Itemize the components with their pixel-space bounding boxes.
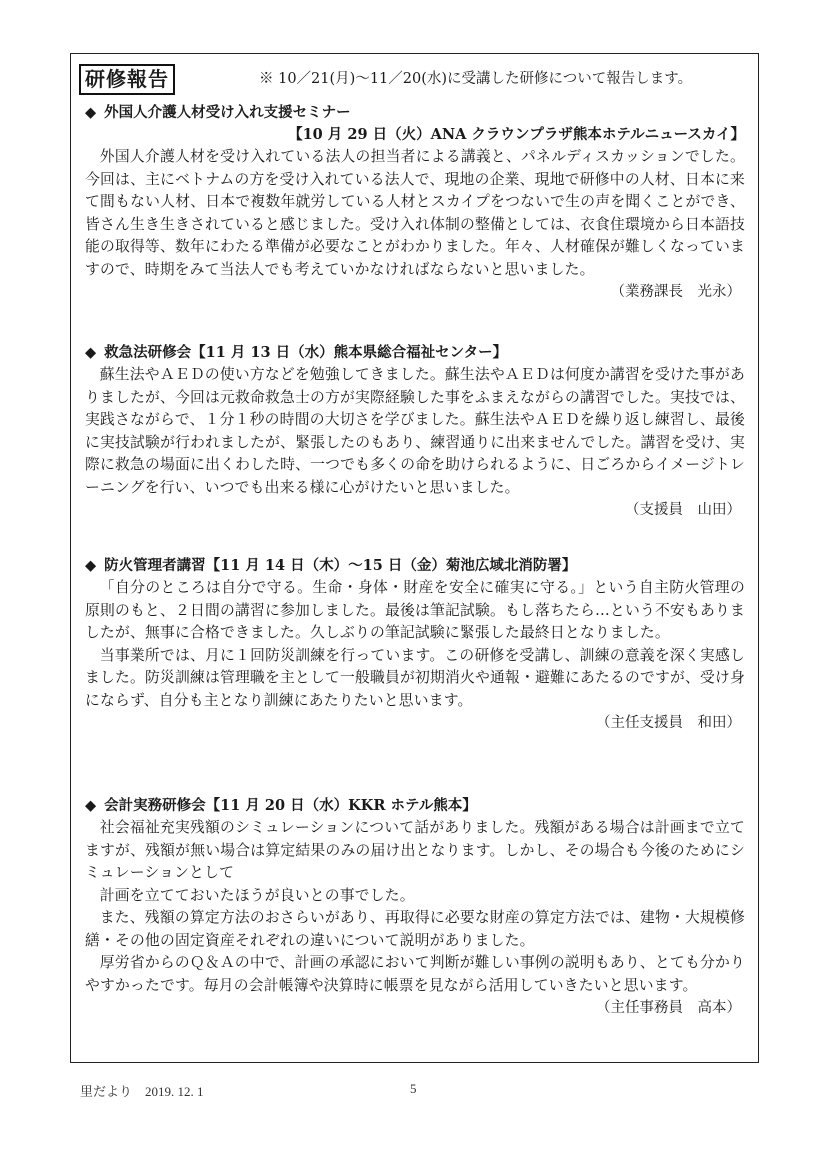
- section-body: [85, 364, 745, 499]
- section-author: （主任事務員 高本）: [596, 1000, 741, 1016]
- page-number: 5: [410, 1081, 417, 1096]
- paragraph: 外国人介護人材を受け入れている法人の担当者による講義と、パネルディスカッションでした。今回は、主にベトナムの方を受け入れている法人で、現地の企業、現地で研修中の人材、日本に来て間もない人材、日本で複数年就労している人材とスカイプをつないで生の声を聞くことができ、皆さん生き生きされていると感じました。受け入れ体制の整備としては、衣食住環境から日本語技能の取得等、数年にわたる準備が必要なことがわかりました。年々、人材確保が難しくなっていますので、時期をみて当法人でも考えていかなければならないと思いました。: [85, 148, 745, 278]
- diamond-bullet-icon: ◆: [85, 797, 97, 814]
- section-first-aid-training: [85, 342, 745, 522]
- section-fire-prevention-course: [85, 555, 745, 735]
- report-note: ※ 10／21(月)～11／20(水)に受講した研修について報告します。: [259, 71, 693, 87]
- diamond-bullet-icon: ◆: [85, 557, 97, 574]
- diamond-bullet-icon: ◆: [85, 344, 97, 361]
- paragraph: 社会福祉充実残額のシミュレーションについて話がありました。残額がある場合は計画まで立てますが、残額が無い場合は算定結果のみの届け出となります。しかし、その場合も今後のためにシミュレーションとして: [85, 819, 745, 881]
- paragraph: 当事業所では、月に１回防災訓練を行っています。この研修を受講し、訓練の意義を深く実感しました。防災訓練は管理職を主として一般職員が初期消火や通報・避難にあたるのですが、受け身にならず、自分も主となり訓練にあたりたいと思います。: [85, 646, 745, 709]
- section-author: （業務課長 光永）: [610, 284, 741, 300]
- paragraph: 厚労省からのＱ＆Ａの中で、計画の承認において判断が難しい事例の説明もあり、とても分かりやすかったです。毎月の会計帳簿や決算時に帳票を見ながら活用していきたいと思います。: [85, 954, 745, 994]
- section-title: 防火管理者講習【11 月 14 日（木）～15 日（金）菊池広域北消防署】: [104, 557, 577, 574]
- section-author: （支援員 山田）: [625, 502, 741, 518]
- section-author: （主任支援員 和田）: [596, 715, 741, 731]
- section-heading: [85, 102, 745, 124]
- section-heading: [85, 342, 745, 364]
- report-header: [79, 64, 749, 94]
- footer-publication: 里だより 2019. 12. 1: [80, 1084, 204, 1099]
- section-body: [85, 577, 745, 712]
- paragraph: 「自分のところは自分で守る。生命・身体・財産を安全に確実に守る。」という自主防火管理の原則のもと、２日間の講習に参加しました。最後は筆記試験。もし落ちたら…という不安もありましたが、無事に合格できました。久しぶりの筆記試験に緊張した最終日となりました。: [85, 579, 745, 641]
- section-foreign-care-seminar: [85, 102, 745, 304]
- page-title: 研修報告: [79, 64, 175, 95]
- section-accounting-training: [85, 795, 745, 1020]
- section-title: 救急法研修会【11 月 13 日（水）熊本県総合福祉センター】: [104, 344, 508, 361]
- section-title: 会計実務研修会【11 月 20 日（水）KKR ホテル熊本】: [104, 797, 477, 814]
- section-heading: [85, 555, 745, 577]
- section-heading: [85, 795, 745, 817]
- section-body: [85, 146, 745, 281]
- paragraph: 計画を立てておいたほうが良いとの事でした。: [99, 886, 415, 904]
- paragraph: 蘇生法やＡＥＤの使い方などを勉強してきました。蘇生法やＡＥＤは何度か講習を受けた事がありましたが、今回は元救命救急士の方が実際経験した事をふまえながらの講習でした。実技では、実践さながらで、１分１秒の時間の大切さを学びました。蘇生法やＡＥＤを繰り返し練習し、最後に実技試験が行われましたが、緊張したのもあり、練習通りに出来ませんでした。講習を受け、実際に救急の場面に出くわした時、一つでも多くの命を助けられるように、日ごろからイメージトレーニングを行い、いつでも出来る様に心がけたいと思いました。: [85, 366, 745, 496]
- report-frame: [70, 53, 759, 1063]
- paragraph: また、残額の算定方法のおさらいがあり、再取得に必要な財産の算定方法では、建物・大規模修繕・その他の固定資産それぞれの違いについて説明がありました。: [85, 909, 745, 949]
- section-venue: 【10 月 29 日（火）ANA クラウンプラザ熊本ホテルニュースカイ】: [288, 126, 745, 143]
- section-title: 外国人介護人材受け入れ支援セミナー: [104, 104, 351, 121]
- diamond-bullet-icon: ◆: [85, 104, 97, 121]
- section-body: [85, 817, 745, 997]
